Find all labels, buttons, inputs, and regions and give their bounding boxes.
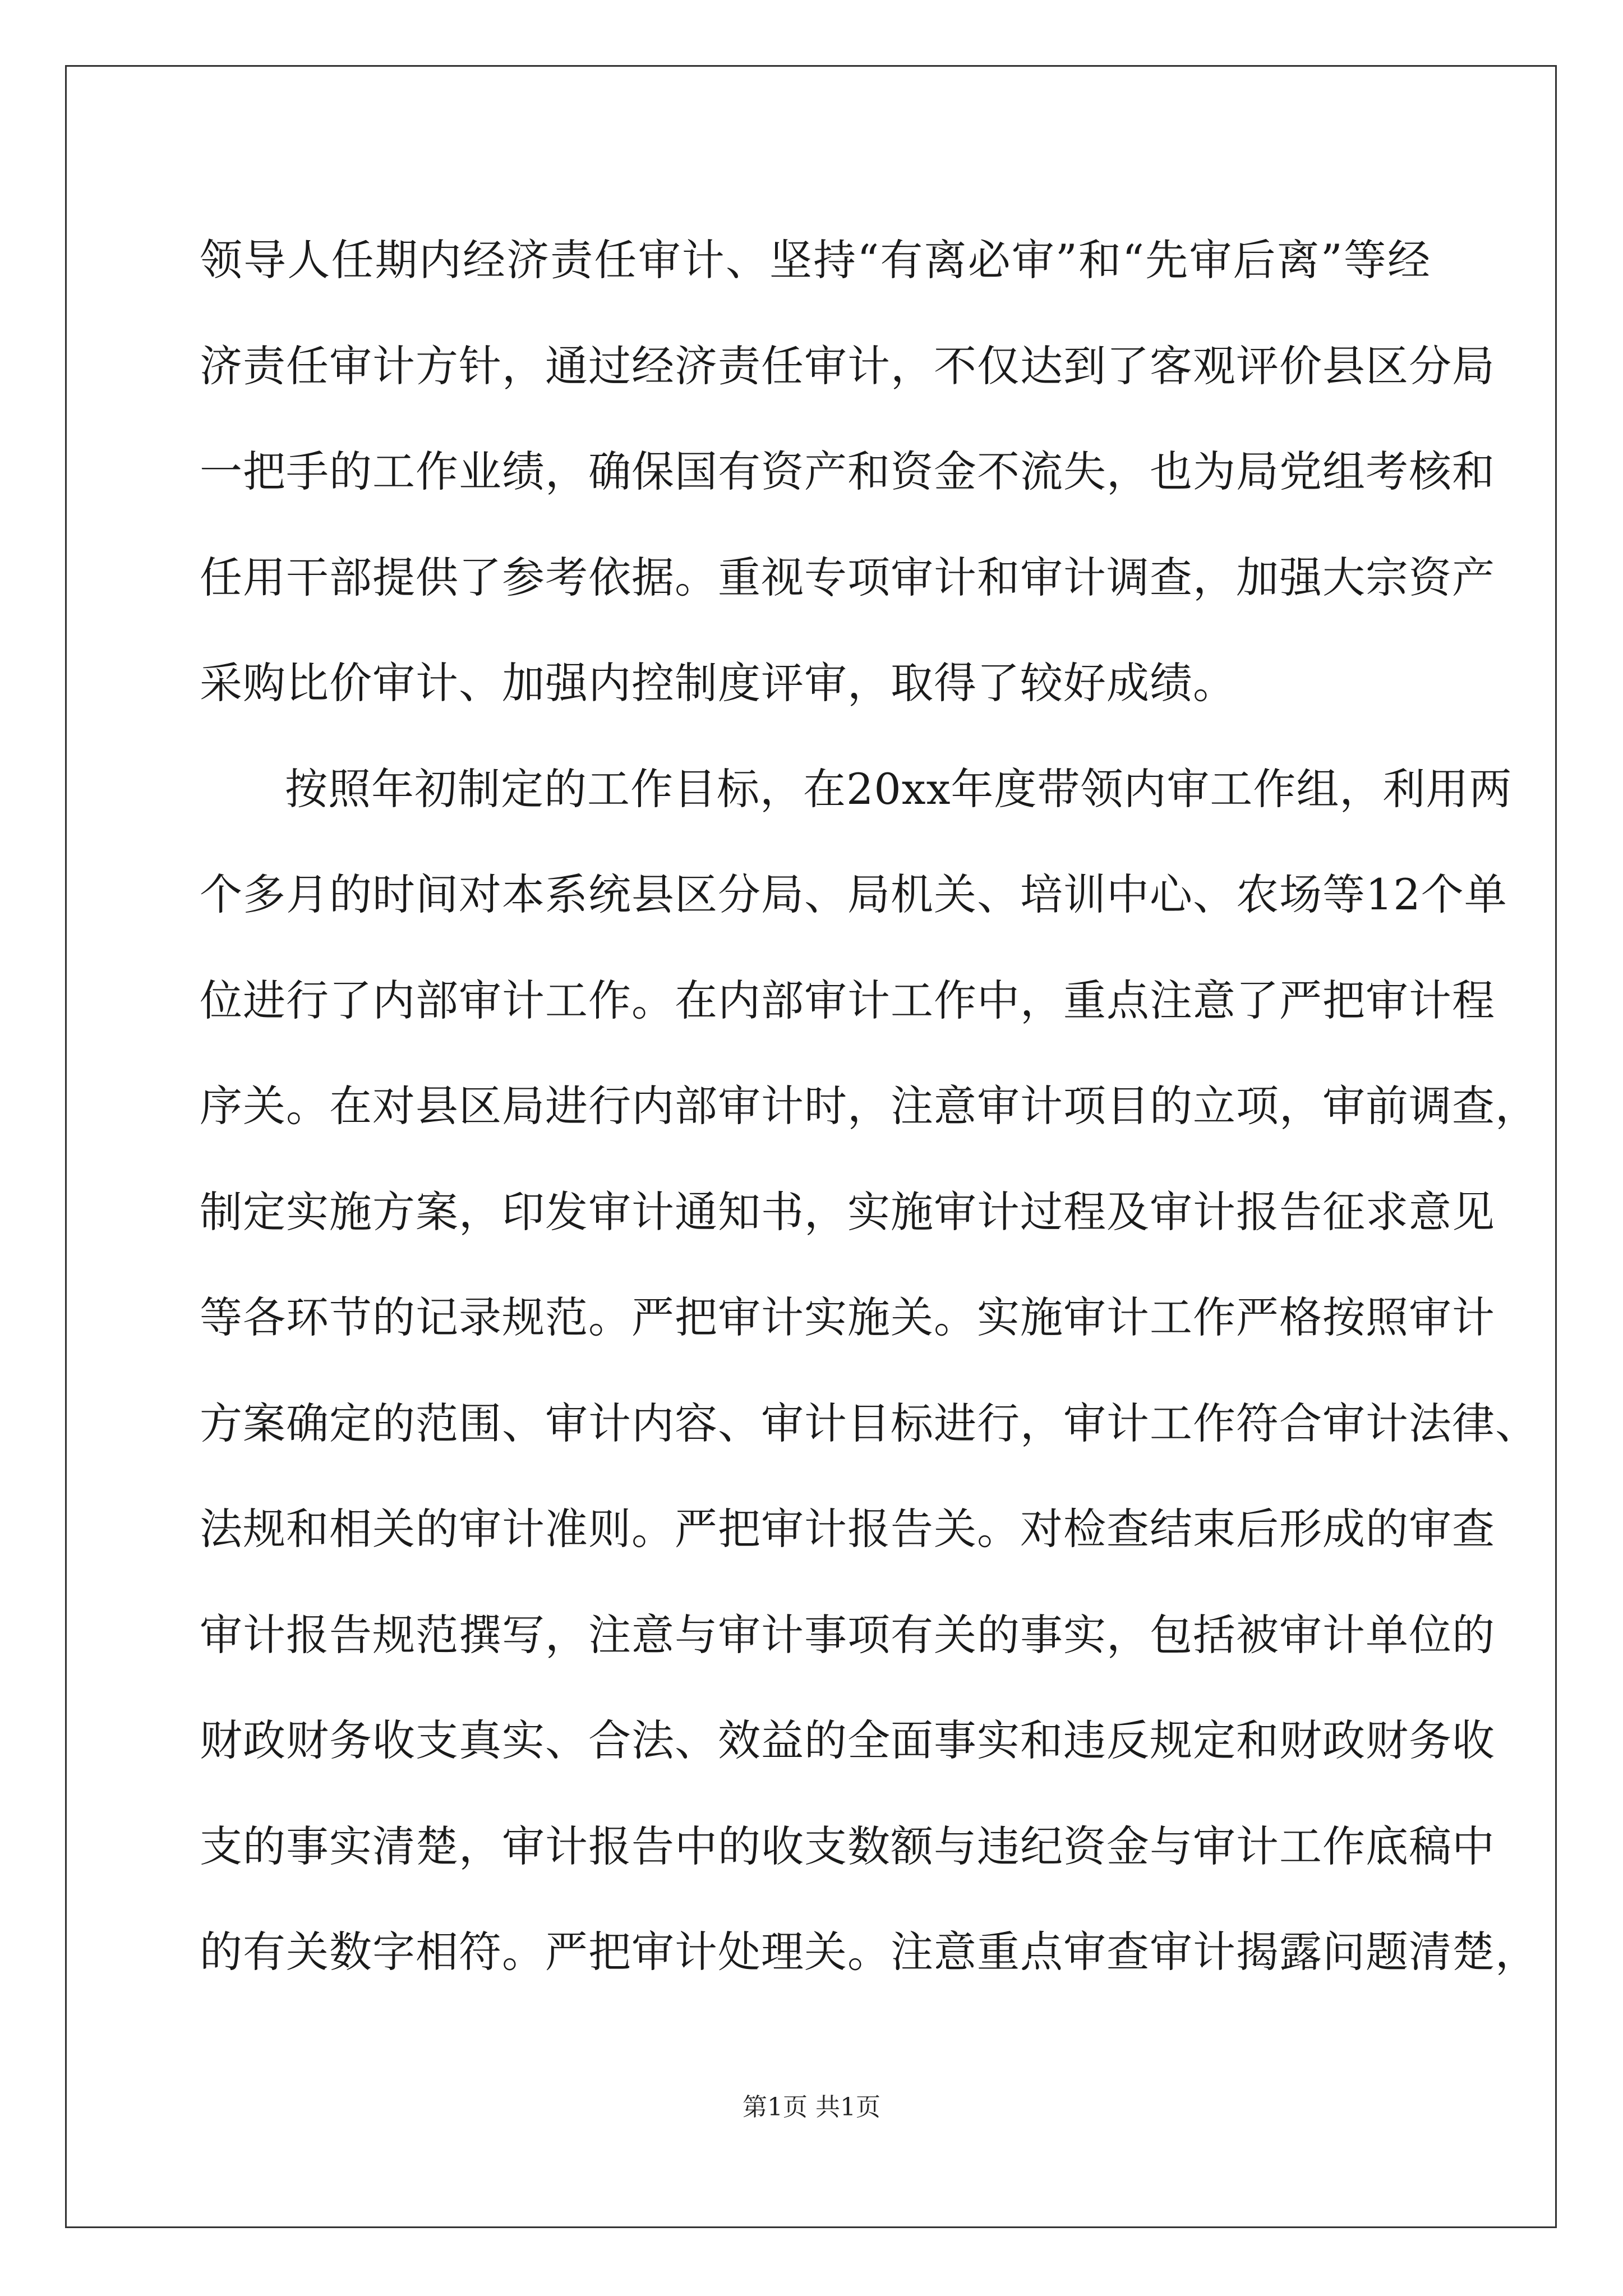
paragraph-2-line-4: 序关。在对县区局进行内部审计时，注意审计项目的立项，审前调查， — [200, 1081, 1538, 1131]
paragraph-2-line-2: 个多月的时间对本系统县区分局、局机关、培训中心、农场等12个单 — [200, 869, 1507, 919]
paragraph-2-line-8: 法规和相关的审计准则。严把审计报告关。对检查结束后形成的审查 — [200, 1504, 1495, 1554]
paragraph-2-line-6: 等各环节的记录规范。严把审计实施关。实施审计工作严格按照审计 — [200, 1292, 1495, 1342]
paragraph-1-line-1: 领导人任期内经济责任审计、坚持“有离必审”和“先审后离”等经 — [200, 235, 1431, 285]
paragraph-2-line-11: 支的事实清楚，审计报告中的收支数额与违纪资金与审计工作底稿中 — [200, 1821, 1495, 1871]
paragraph-2-line-1: 按照年初制定的工作目标，在20xx年度带领内审工作组，利用两 — [285, 763, 1513, 814]
paragraph-2-line-9: 审计报告规范撰写，注意与审计事项有关的事实，包括被审计单位的 — [200, 1609, 1495, 1660]
paragraph-2-line-12: 的有关数字相符。严把审计处理关。注意重点审查审计揭露问题清楚， — [200, 1927, 1538, 1977]
paragraph-2-line-10: 财政财务收支真实、合法、效益的全面事实和违反规定和财政财务收 — [200, 1715, 1495, 1765]
paragraph-1-line-2: 济责任审计方针，通过经济责任审计，不仅达到了客观评价县区分局 — [200, 341, 1495, 391]
paragraph-2-line-5: 制定实施方案，印发审计通知书，实施审计过程及审计报告征求意见 — [200, 1186, 1495, 1237]
paragraph-1-line-4: 任用干部提供了参考依据。重视专项审计和审计调查，加强大宗资产 — [200, 552, 1495, 602]
page-number-footer: 第1页 共1页 — [743, 2093, 880, 2122]
paragraph-2-line-3: 位进行了内部审计工作。在内部审计工作中，重点注意了严把审计程 — [200, 975, 1495, 1025]
document-body — [200, 208, 1538, 2005]
paragraph-2-line-7: 方案确定的范围、审计内容、审计目标进行，审计工作符合审计法律、 — [200, 1398, 1538, 1448]
paragraph-1-line-5: 采购比价审计、加强内控制度评审，取得了较好成绩。 — [200, 658, 1236, 708]
paragraph-1-line-3: 一把手的工作业绩，确保国有资产和资金不流失，也为局党组考核和 — [200, 447, 1495, 496]
